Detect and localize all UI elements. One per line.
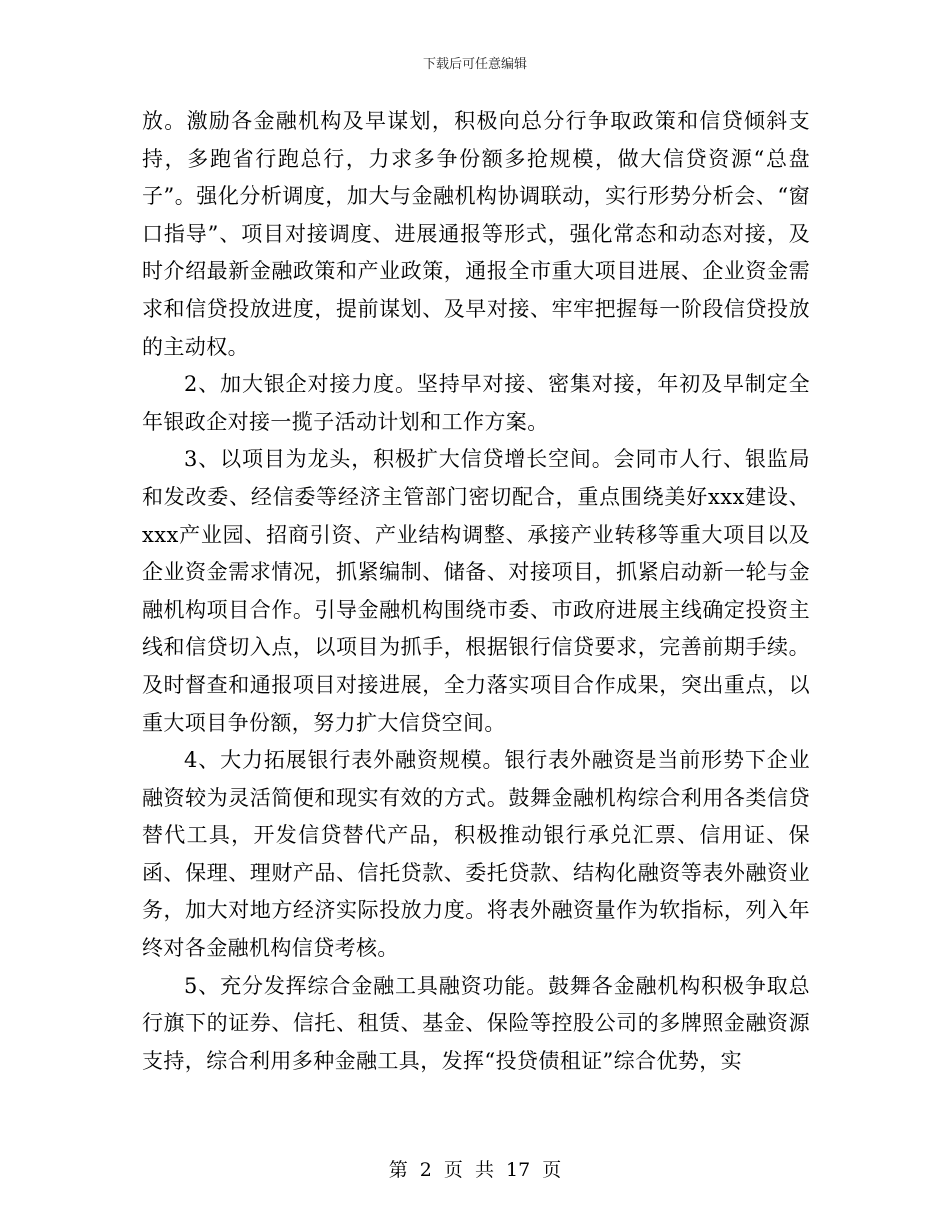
page-number-footer: 第 2 页 共 17 页: [388, 1159, 562, 1181]
paragraph-5: 5、充分发挥综合金融工具融资功能。鼓舞各金融机构积极争取总行旗下的证券、信托、租赁、基金、保险等控股公司的多牌照金融资源支持，综合利用多种金融工具，发挥“投贷债租证”综合优势，实: [142, 973, 810, 1073]
paragraph-3: 3、以项目为龙头，积极扩大信贷增长空间。会同市人行、银监局和发改委、经信委等经济主管部门密切配合，重点围绕美好xxx建设、xxx产业园、招商引资、产业结构调整、承接产业转移等重大项目以及企业资金需求情况，抓紧编制、储备、对接项目，抓紧启动新一轮与金融机构项目合作。引导金融机构围绕市委、市政府进展主线确定投资主线和信贷切入点，以项目为抓手，根据银行信贷要求，完善前期手续。及时督查和通报项目对接进展，全力落实项目合作成果，突出重点，以重大项目争份额，努力扩大信贷空间。: [142, 447, 810, 735]
paragraph-4: 4、大力拓展银行表外融资规模。银行表外融资是当前形势下企业融资较为灵活简便和现实有效的方式。鼓舞金融机构综合利用各类信贷替代工具，开发信贷替代产品，积极推动银行承兑汇票、信用证、保函、保理、理财产品、信托贷款、委托贷款、结构化融资等表外融资业务，加大对地方经济实际投放力度。将表外融资量作为软指标，列入年终对各金融机构信贷考核。: [142, 748, 810, 961]
paragraph-continued: 放。激励各金融机构及早谋划，积极向总分行争取政策和信贷倾斜支持，多跑省行跑总行，力求多争份额多抢规模，做大信贷资源“总盘子”。强化分析调度，加大与金融机构协调联动，实行形势分析会、“窗口指导”、项目对接调度、进展通报等形式，强化常态和动态对接，及时介绍最新金融政策和产业政策，通报全市重大项目进展、企业资金需求和信贷投放进度，提前谋划、及早对接、牢牢把握每一阶段信贷投放的主动权。: [142, 109, 810, 359]
page-header: 下载后可任意编辑: [422, 57, 527, 72]
paragraph-2: 2、加大银企对接力度。坚持早对接、密集对接，年初及早制定全年银政企对接一揽子活动计划和工作方案。: [142, 372, 810, 434]
document-body: [142, 103, 810, 1080]
